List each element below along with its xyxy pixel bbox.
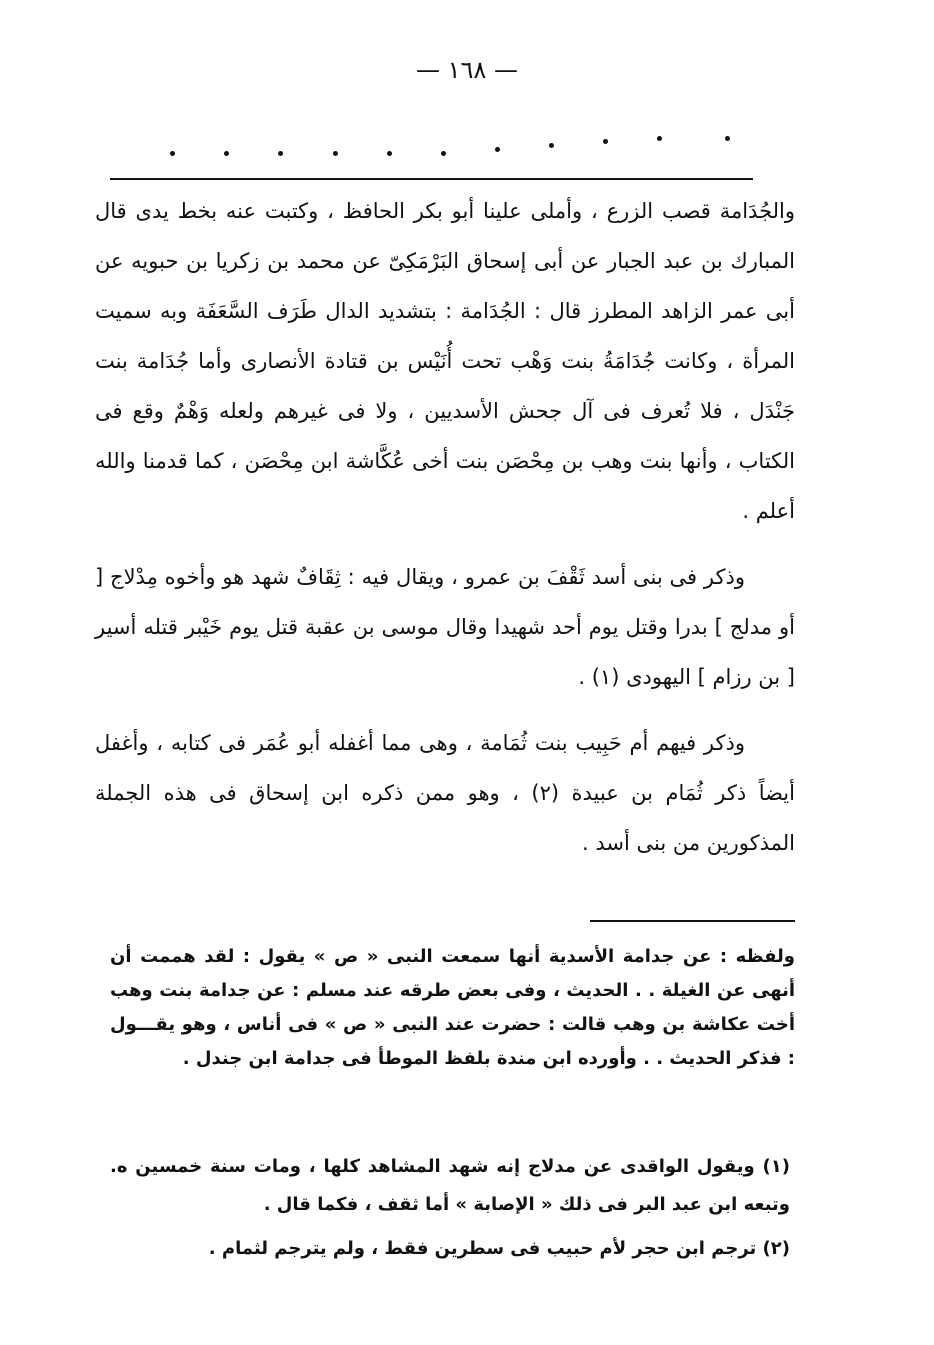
ornament-dot: [495, 147, 500, 152]
paragraph: وذكر فيهم أم حَبِيب بنت ثُمَامة ، وهى مما أغفله أبو عُمَر فى كتابه ، وأغفل أيضاً ذكر ثُمَام بن عبيدة (٢) ، وهو ممن ذكره ابن إسحاق فى هذه الجملة المذكورين من بنى أسد .: [95, 731, 795, 855]
ornament-dot: [441, 151, 446, 156]
ornament-dot: [224, 151, 229, 156]
ornament-dots: [165, 133, 745, 163]
continued-footnote: [110, 940, 795, 1076]
footnotes: [110, 1148, 790, 1274]
footnote-text: ولفظه : عن جدامة الأسدية أنها سمعت النبى « ص » يقول : لقد هممت أن أنهى عن الغيلة . . الحديث ، وفى بعض طرقه عند مسلم : عن جدامة بنت وهب أخت عكاشة بن وهب قالت : حضرت عند النبى « ص » فى أناس ، وهو يقـــول : فذكر الحديث . . وأورده ابن مندة بلفظ الموطأ فى جدامة ابن جندل .: [110, 946, 795, 1069]
footnote-separator: [590, 920, 795, 922]
paragraph: وذكر فى بنى أسد ثَقْفَ بن عمرو ، ويقال فيه : ثِقَافٌ شهد هو وأخوه مِدْلاج [ أو مدلج ] بدرا وقتل يوم أحد شهيدا وقال موسى بن عقبة قتل يوم خَيْبر قتله أسير [ بن رزام ] اليهودى (١) .: [95, 565, 795, 689]
ornament-dot: [333, 151, 338, 156]
page-number: — ١٦٨ —: [416, 56, 518, 84]
ornament-dot: [170, 151, 175, 156]
main-text: [95, 186, 795, 868]
ornament-dot: [278, 151, 283, 156]
ornament-dot: [387, 151, 392, 156]
footnote-2: (٢) ترجم ابن حجر لأم حبيب فى سطرين فقط ، ولم يترجم لثمام .: [208, 1238, 790, 1259]
paragraph: والجُدَامة قصب الزرع ، وأملى علينا أبو بكر الحافظ ، وكتبت عنه بخط يدى قال المبارك بن عبد الجبار عن أبى إسحاق البَرْمَكِىّ عن محمد بن زكريا بن حبويه عن أبى عمر الزاهد المطرز قال : الجُدَامة : بتشديد الدال طَرَف السَّعَفَة وبه سميت المرأة ، وكانت جُدَامَةُ بنت وَهْب تحت أُنَيْس بن قتادة الأنصارى وأما جُدَامة بنت جَنْدَل ، فلا تُعرف فى آل جحش الأسديين ، ولا فى غيرهم ولعله وَهْمٌ وقع فى الكتاب ، وأنها بنت وهب بن مِحْصَن بنت أخى عُكَّاشة ابن مِحْصَن ، كما قدمنا والله أعلم .: [95, 199, 795, 523]
ornament-dot: [725, 136, 730, 141]
ornament-dot: [549, 143, 554, 148]
header-rule: [110, 178, 753, 180]
ornament-dot: [603, 139, 608, 144]
footnote-1: (١) ويقول الواقدى عن مدلاج إنه شهد المشاهد كلها ، ومات سنة خمسين ه. وتبعه ابن عبد البر فى ذلك « الإصابة » أما ثقف ، فكما قال .: [110, 1156, 790, 1215]
ornament-dot: [657, 136, 662, 141]
